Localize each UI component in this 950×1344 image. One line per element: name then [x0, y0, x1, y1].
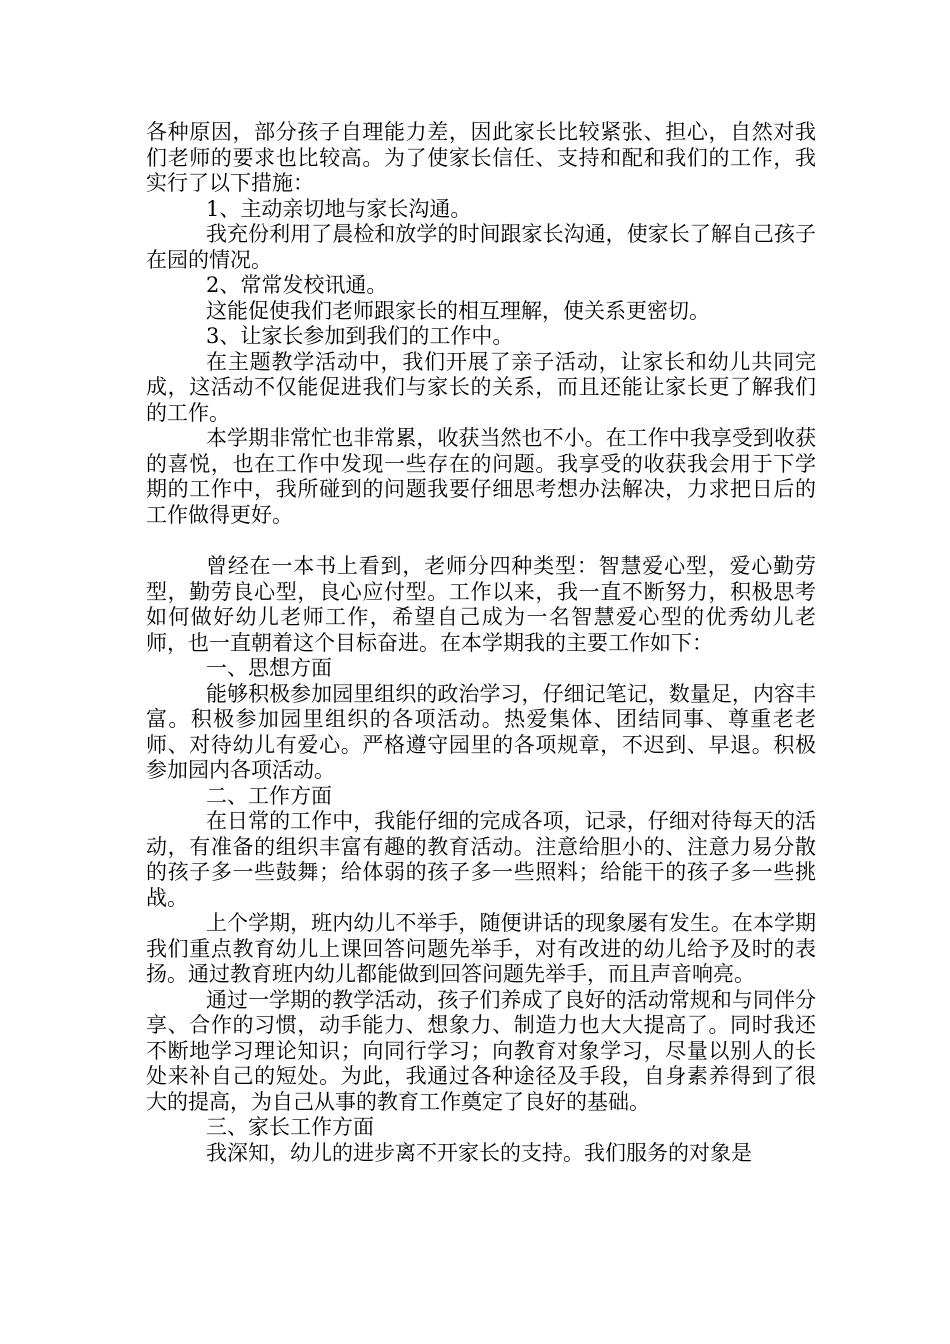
section-heading: 一、思想方面 [206, 656, 332, 680]
paragraph: 这能促使我们老师跟家长的相互理解，使关系更密切。 [206, 298, 710, 323]
paragraph: 曾经在一本书上看到，老师分四种类型：智慧爱心型，爱心勤劳型，勤劳良心型，良心应付型。工作以来，我一直不断努力，积极思考如何做好幼儿老师工作，希望自己成为一名智慧爱心型的优秀幼儿老师，也一直朝着这个目标奋进。在本学期我的主要工作如下： [146, 554, 816, 655]
section-spacer [146, 528, 816, 554]
paragraph: 本学期非常忙也非常累，收获当然也不小。在工作中我享受到收获的喜悦，也在工作中发现一些存在的问题。我享受的收获我会用于下学期的工作中，我所碰到的问题我要仔细思考想办法解决，力求把日后的工作做得更好。 [146, 426, 816, 527]
section-heading: 三、家长工作方面 [206, 1115, 374, 1139]
paragraph: 我深知，幼儿的进步离不开家长的支持。我们服务的对象是 [206, 1140, 752, 1165]
paragraph: 能够积极参加园里组织的政治学习，仔细记笔记，数量足，内容丰富。积极参加园里组织的各项活动。热爱集体、团结同事、尊重老老师、对待幼儿有爱心。严格遵守园里的各项规章，不迟到、早退。积极参加园内各项活动。 [146, 681, 816, 782]
section-heading: 二、工作方面 [206, 783, 332, 808]
paragraph: 上个学期，班内幼儿不举手，随便讲话的现象屡有发生。在本学期我们重点教育幼儿上课回答问题先举手，对有改进的幼儿给予及时的表扬。通过教育班内幼儿都能做到回答问题先举手，而且声音响亮。 [146, 911, 816, 986]
paragraph: 各种原因，部分孩子自理能力差，因此家长比较紧张、担心，自然对我们老师的要求也比较高。为了使家长信任、支持和配和我们的工作，我实行了以下措施： [146, 120, 816, 195]
document-body [146, 120, 816, 1166]
list-item-title: 1、主动亲切地与家长沟通。 [206, 196, 472, 221]
paragraph: 通过一学期的教学活动，孩子们养成了良好的活动常规和与同伴分享、合作的习惯，动手能力、想象力、制造力也大大提高了。同时我还不断地学习理论知识；向同行学习；向教育对象学习，尽量以别人的长处来补自己的短处。为此，我通过各种途径及手段，自身素养得到了很大的提高，为自己从事的教育工作奠定了良好的基础。 [146, 987, 816, 1114]
list-item-title: 2、常常发校讯通。 [206, 273, 388, 297]
paragraph: 在日常的工作中，我能仔细的完成各项，记录，仔细对待每天的活动，有准备的组织丰富有趣的教育活动。注意给胆小的、注意力易分散的孩子多一些鼓舞；给体弱的孩子多一些照料；给能干的孩子多一些挑战。 [146, 809, 816, 910]
list-item-title: 3、让家长参加到我们的工作中。 [206, 324, 514, 348]
paragraph: 在主题教学活动中，我们开展了亲子活动，让家长和幼儿共同完成，这活动不仅能促进我们与家长的关系，而且还能让家长更了解我们的工作。 [146, 349, 816, 425]
paragraph: 我充份利用了晨检和放学的时间跟家长沟通，使家长了解自己孩子在园的情况。 [146, 222, 816, 272]
